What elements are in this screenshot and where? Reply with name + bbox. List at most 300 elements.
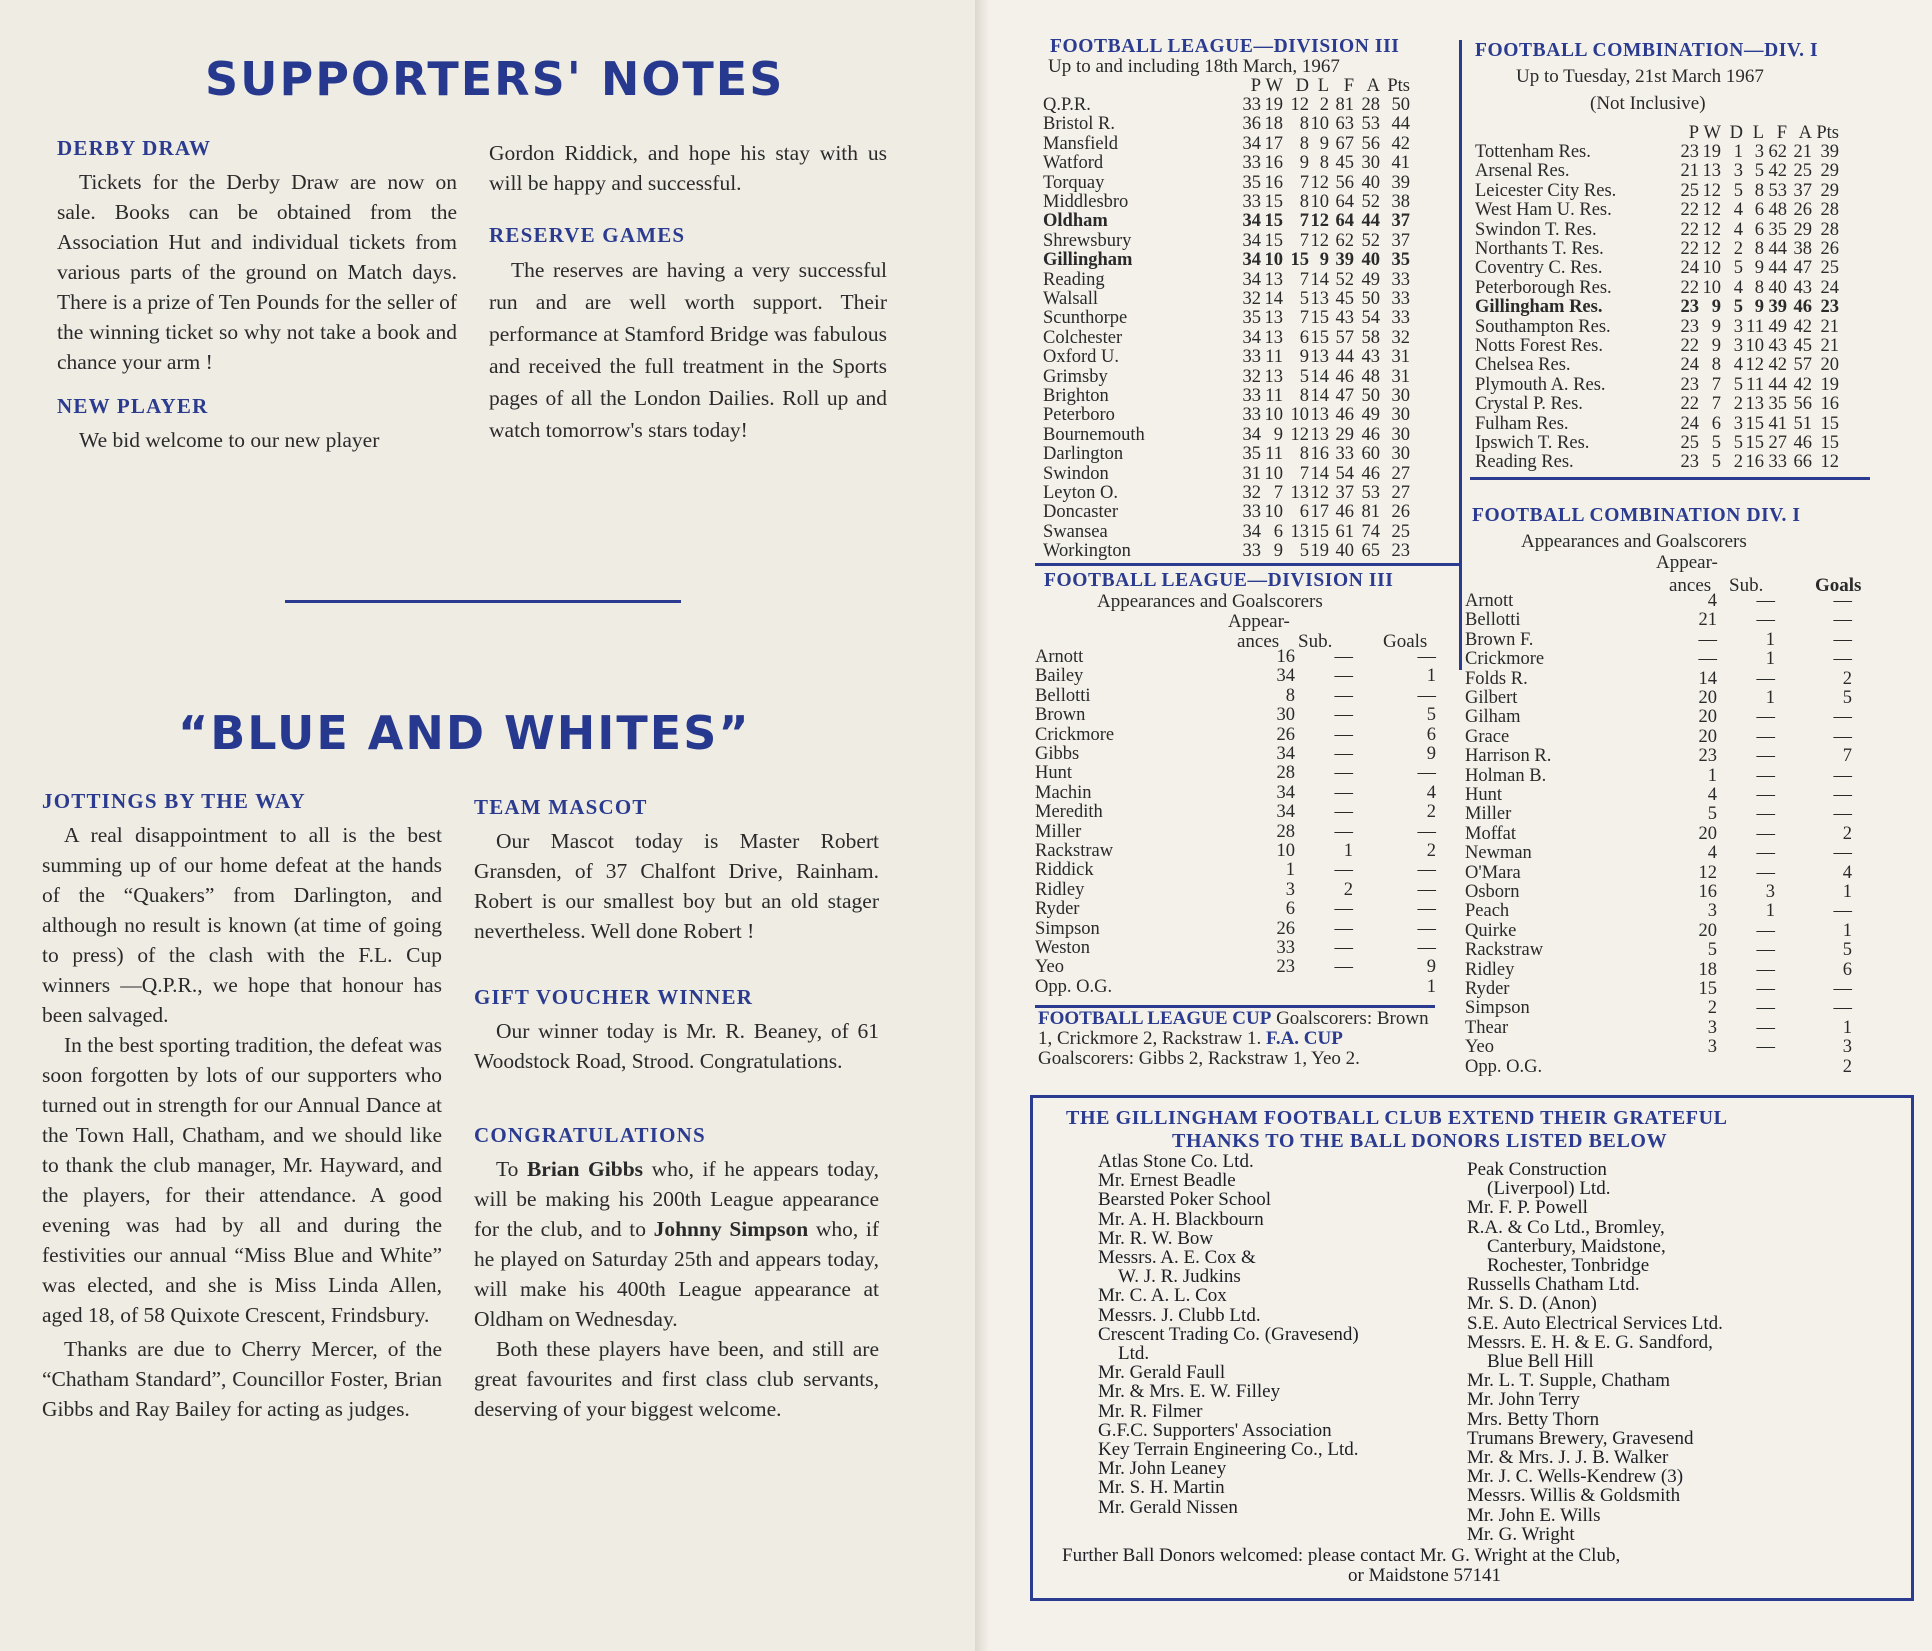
donor-entry: Mr. Ernest Beadle (1098, 1170, 1236, 1192)
comb_table-cell: 43 (1768, 336, 1787, 356)
ball-donors-title-line1: THE GILLINGHAM FOOTBALL CLUB EXTEND THEIR GRATEFUL (1066, 1107, 1728, 1129)
reserve-section (489, 138, 887, 446)
league_apps-apps: 34 (1276, 782, 1295, 803)
donor-entry: Rochester, Tonbridge (1487, 1255, 1650, 1276)
comb_table-team-name: Fulham Res. (1475, 413, 1569, 434)
combination-apps-h-ances: ances (1669, 575, 1712, 596)
league_apps-row (1035, 978, 1455, 997)
league_apps-apps: 26 (1276, 724, 1295, 745)
league_apps-apps: 1 (1285, 860, 1295, 881)
league_apps-row (1035, 958, 1455, 977)
league_apps-sub: 1 (1343, 841, 1353, 861)
league_apps-goals: — (1417, 938, 1436, 958)
league_table-team-name: Mansfield (1043, 133, 1119, 154)
league_table-team-name: Peterboro (1043, 405, 1115, 426)
league_table-row (1043, 348, 1483, 367)
comb_table-cell: 16 (1820, 394, 1839, 415)
comb_apps-player-name: Hunt (1465, 785, 1502, 805)
comb_apps-apps: 3 (1707, 1037, 1717, 1058)
comb_apps-sub: 3 (1765, 882, 1775, 902)
league_table-cell: 36 (1242, 114, 1261, 135)
league_apps-goals: — (1417, 821, 1436, 842)
comb_apps-player-name: Arnott (1465, 591, 1514, 611)
comb_apps-apps: — (1698, 649, 1717, 670)
comb_apps-sub: — (1756, 862, 1775, 883)
league_apps-player-name: Crickmore (1035, 724, 1115, 745)
comb_table-cell: 38 (1793, 239, 1812, 259)
comb_table-cell: 42 (1768, 161, 1787, 182)
league_table-cell: 40 (1335, 541, 1354, 562)
derby-draw-section (57, 133, 457, 455)
donor-entry: Mr. R. Filmer (1098, 1400, 1203, 1422)
league_table-cell: 33 (1242, 347, 1261, 368)
league_table-team-name: Shrewsbury (1043, 230, 1132, 251)
comb_table-cell: 13 (1745, 394, 1764, 415)
comb_apps-row (1465, 631, 1885, 650)
league_table-team-name: Scunthorpe (1043, 308, 1128, 329)
league_table-header-pts: Pts (1387, 75, 1410, 96)
comb_table-cell: 49 (1768, 316, 1787, 337)
league-apps-title: FOOTBALL LEAGUE—DIVISION III (1044, 570, 1394, 591)
congrats-name-gibbs: Brian Gibbs (526, 1157, 644, 1181)
league_table-cell: 9 (1273, 424, 1283, 445)
league_table-cell: 46 (1335, 405, 1354, 426)
comb_apps-sub: — (1756, 843, 1775, 864)
league_apps-goals: — (1417, 860, 1436, 881)
league_table-cell: 45 (1335, 153, 1354, 174)
donor-entry: Peak Construction (1467, 1159, 1607, 1180)
league_apps-goals: — (1417, 899, 1436, 920)
league_table-cell: 35 (1391, 250, 1410, 271)
league_apps-row (1035, 900, 1455, 919)
donor-entry: Mrs. Betty Thorn (1467, 1408, 1600, 1430)
league_table-cell: 34 (1242, 269, 1261, 290)
league_table-team-name: Gillingham (1043, 250, 1133, 271)
league_table-cell: 13 (1264, 269, 1283, 290)
combination-apps-h-goals: Goals (1815, 575, 1862, 596)
comb_apps-apps: — (1698, 629, 1717, 650)
league_table-cell: 9 (1319, 133, 1329, 154)
league_table-cell: 52 (1361, 192, 1380, 212)
league_table-cell: 7 (1299, 230, 1309, 251)
league_table-cell: 12 (1290, 95, 1309, 115)
league_apps-sub: — (1334, 763, 1353, 784)
comb_apps-row (1465, 611, 1885, 630)
league_table-cell: 39 (1391, 172, 1410, 193)
donor-entry: Russells Chatham Ltd. (1467, 1274, 1640, 1296)
comb_table-cell: 15 (1745, 413, 1764, 434)
league_table-cell: 9 (1299, 347, 1309, 368)
comb_apps-player-name: Gilbert (1465, 688, 1518, 708)
league_table-cell: 33 (1242, 153, 1261, 174)
comb_apps-sub: 1 (1765, 688, 1775, 708)
comb_apps-row (1465, 747, 1885, 766)
league_apps-apps: 34 (1276, 802, 1295, 823)
cup-scorers (1038, 1009, 1436, 1069)
comb_apps-player-name: Ryder (1465, 979, 1510, 999)
league_table-cell: 35 (1242, 308, 1261, 329)
comb_apps-apps: 12 (1698, 862, 1717, 883)
comb_apps-row (1465, 980, 1885, 999)
league_apps-player-name: Hunt (1035, 763, 1072, 784)
league_table-row (1043, 115, 1483, 134)
comb_table-cell: 5 (1733, 374, 1743, 395)
league_table-cell: 60 (1361, 444, 1380, 465)
league_apps-player-name: Riddick (1035, 860, 1094, 881)
league_apps-goals: 5 (1426, 705, 1436, 726)
league_table-cell: 5 (1299, 289, 1309, 309)
comb_table-row (1475, 182, 1915, 201)
league_table-cell: 30 (1391, 405, 1410, 426)
donor-entry: Mr. A. H. Blackbourn (1098, 1208, 1264, 1230)
league_table-cell: 13 (1264, 366, 1283, 387)
league_apps-row (1035, 861, 1455, 880)
comb_apps-sub: 1 (1765, 649, 1775, 670)
comb_apps-sub: — (1756, 1037, 1775, 1058)
league_table-cell: 33 (1242, 386, 1261, 406)
league_table-cell: 8 (1299, 444, 1309, 465)
comb_apps-goals: 7 (1842, 746, 1852, 767)
comb_apps-apps: 2 (1707, 998, 1717, 1019)
league_table-cell: 57 (1335, 327, 1354, 348)
league_table-cell: 27 (1391, 483, 1410, 503)
league_table-cell: 10 (1310, 192, 1329, 212)
fa-cup-text: Goalscorers: Gibbs 2, Rackstraw 1, Yeo 2. (1038, 1048, 1360, 1069)
league_table-cell: 5 (1299, 541, 1309, 562)
league_table-cell: 64 (1335, 192, 1354, 212)
comb_apps-row (1465, 941, 1885, 960)
league_table-row (1043, 232, 1483, 251)
comb_table-team-name: Swindon T. Res. (1475, 219, 1597, 240)
league_table-cell: 2 (1319, 95, 1329, 115)
comb_table-cell: 13 (1702, 161, 1721, 182)
comb_table-header-l: L (1752, 122, 1764, 143)
comb_apps-player-name: Harrison R. (1465, 746, 1552, 767)
comb_table-header-f: F (1776, 122, 1787, 143)
comb_apps-apps: 5 (1707, 940, 1717, 961)
league_table-team-name: Leyton O. (1043, 483, 1119, 503)
league_table-row (1043, 445, 1483, 464)
comb_table-cell: 24 (1680, 258, 1699, 279)
comb_apps-row (1465, 708, 1885, 727)
comb_table-cell: 23 (1820, 297, 1839, 318)
comb_apps-apps: 20 (1698, 688, 1717, 708)
league_table-row (1043, 271, 1483, 290)
league_table-cell: 38 (1391, 192, 1410, 212)
comb_apps-goals: — (1833, 998, 1852, 1019)
league_table-row (1043, 368, 1483, 387)
derby-draw-heading: DERBY DRAW (57, 136, 212, 160)
league_table-row (1043, 503, 1483, 522)
donor-entry: S.E. Auto Electrical Services Ltd. (1467, 1312, 1723, 1334)
comb_apps-goals: 6 (1842, 959, 1852, 980)
league_table-cell: 33 (1242, 502, 1261, 523)
comb_table-cell: 46 (1793, 297, 1812, 318)
comb_table-cell: 12 (1702, 219, 1721, 240)
league_table-cell: 37 (1391, 211, 1410, 232)
league_table-cell: 46 (1361, 424, 1380, 445)
comb_table-cell: 22 (1680, 277, 1699, 298)
new-player-text: We bid welcome to our new player (79, 428, 380, 452)
comb_table-cell: 12 (1820, 452, 1839, 473)
comb_table-cell: 9 (1711, 336, 1721, 356)
league_table-cell: 37 (1391, 230, 1410, 251)
league_table-cell: 35 (1242, 172, 1261, 193)
comb_table-team-name: Tottenham Res. (1475, 142, 1591, 162)
league_table-cell: 18 (1264, 114, 1283, 135)
league_table-cell: 15 (1264, 211, 1283, 232)
comb_apps-apps: 23 (1698, 746, 1717, 767)
comb_apps-player-name: Grace (1465, 726, 1510, 747)
comb_apps-apps: 5 (1707, 804, 1717, 825)
blue-and-whites-title: “BLUE AND WHITES” (178, 706, 751, 760)
league_table-header-p: P (1250, 75, 1261, 96)
league_table-cell: 8 (1299, 133, 1309, 154)
league-cup-heading: FOOTBALL LEAGUE CUP (1038, 1008, 1272, 1029)
comb_table-cell: 35 (1768, 394, 1787, 415)
league_table-cell: 34 (1242, 521, 1261, 542)
donor-entry: Mr. S. H. Martin (1098, 1477, 1225, 1499)
donor-entry: Atlas Stone Co. Ltd. (1098, 1151, 1254, 1172)
league_table-team-name: Q.P.R. (1043, 95, 1091, 115)
league_apps-row (1035, 842, 1455, 861)
league_table-cell: 28 (1361, 95, 1380, 115)
comb_apps-sub: — (1756, 804, 1775, 825)
league_table-cell: 34 (1242, 327, 1261, 348)
league_table-cell: 12 (1310, 483, 1329, 503)
comb_table-cell: 22 (1680, 394, 1699, 415)
league_table-cell: 52 (1361, 230, 1380, 251)
comb_apps-row (1465, 961, 1885, 980)
comb_table-cell: 5 (1754, 161, 1764, 182)
league_apps-goals: 9 (1426, 957, 1436, 978)
league_table-cell: 13 (1264, 327, 1283, 348)
league_table-cell: 41 (1391, 153, 1410, 174)
league_table-cell: 23 (1391, 541, 1410, 562)
league_table-cell: 52 (1335, 269, 1354, 290)
comb_apps-sub: — (1756, 668, 1775, 689)
comb_apps-goals: — (1833, 804, 1852, 825)
comb_apps-goals: 5 (1842, 940, 1852, 961)
comb_table-cell: 26 (1820, 239, 1839, 259)
league_table-row (1043, 96, 1483, 115)
league_table-cell: 13 (1290, 483, 1309, 503)
league_table-cell: 32 (1242, 289, 1261, 309)
comb_apps-row (1465, 1038, 1885, 1057)
comb_table-cell: 22 (1680, 336, 1699, 356)
comb_apps-goals: 2 (1842, 1056, 1852, 1077)
league_apps-sub: — (1334, 685, 1353, 706)
league_apps-player-name: Gibbs (1035, 744, 1080, 764)
league_apps-row (1035, 939, 1455, 958)
league_apps-goals: 1 (1426, 666, 1436, 687)
comb_apps-apps: 18 (1698, 959, 1717, 980)
comb_table-cell: 15 (1820, 413, 1839, 434)
comb_apps-row (1465, 825, 1885, 844)
comb_apps-player-name: Crickmore (1465, 649, 1545, 670)
league_table-cell: 16 (1264, 172, 1283, 193)
comb_apps-row (1465, 1019, 1885, 1038)
league_table-header-f: F (1343, 75, 1354, 96)
league_table-cell: 16 (1310, 444, 1329, 465)
combination-table-title: FOOTBALL COMBINATION—DIV. I (1475, 40, 1819, 61)
league_apps-player-name: Weston (1035, 938, 1091, 958)
comb_table-cell: 57 (1793, 355, 1812, 376)
donor-entry: Messrs. J. Clubb Ltd. (1098, 1304, 1261, 1326)
comb_apps-row (1465, 864, 1885, 883)
donor-entry: Messrs. Willis & Goldsmith (1467, 1485, 1681, 1507)
comb_apps-sub: — (1756, 746, 1775, 767)
comb_table-cell: 46 (1793, 433, 1812, 453)
league_table-cell: 12 (1310, 211, 1329, 232)
comb_table-cell: 5 (1733, 258, 1743, 279)
league_table-header-a: A (1366, 75, 1380, 96)
league_apps-row (1035, 687, 1455, 706)
comb_table-cell: 45 (1793, 336, 1812, 356)
comb_apps-goals: 2 (1842, 823, 1852, 844)
congratulations-p2: Both these players have been, and still are great favourites and first class club servants, deserving of your biggest welcome. (474, 1337, 879, 1421)
comb_table-cell: 9 (1711, 316, 1721, 337)
league_table-cell: 43 (1361, 347, 1380, 368)
league_table-cell: 44 (1391, 114, 1410, 135)
league_table-row (1043, 193, 1483, 212)
league_table-cell: 27 (1391, 463, 1410, 484)
comb_table-cell: 22 (1680, 200, 1699, 221)
league_table-cell: 34 (1242, 211, 1261, 232)
league_table-team-name: Bournemouth (1043, 424, 1145, 445)
league_table-team-name: Grimsby (1043, 366, 1108, 387)
comb_apps-goals: 3 (1842, 1037, 1852, 1058)
ball-donors-footer-line1: Further Ball Donors welcomed: please contact Mr. G. Wright at the Club, (1062, 1545, 1621, 1566)
league_apps-sub: — (1334, 860, 1353, 881)
comb_table-cell: 25 (1820, 258, 1839, 279)
league_table-cell: 58 (1361, 327, 1380, 348)
comb_table-cell: 9 (1754, 258, 1764, 279)
donor-entry: Canterbury, Maidstone, (1487, 1235, 1666, 1257)
comb_table-cell: 19 (1702, 142, 1721, 162)
donor-entry: Mr. L. T. Supple, Chatham (1467, 1370, 1671, 1392)
comb_table-cell: 10 (1702, 258, 1721, 279)
new-player-heading: NEW PLAYER (57, 394, 209, 418)
league_table-cell: 6 (1299, 327, 1309, 348)
comb_table-cell: 1 (1733, 142, 1743, 162)
league_apps-apps: 6 (1285, 899, 1295, 920)
comb_table-cell: 2 (1733, 394, 1743, 415)
league_table-cell: 10 (1310, 114, 1329, 135)
league_table-row (1043, 329, 1483, 348)
comb_table-cell: 8 (1711, 355, 1721, 376)
fa-cup-heading: F.A. CUP (1265, 1028, 1343, 1049)
donor-entry: Crescent Trading Co. (Gravesend) (1098, 1323, 1359, 1345)
comb_table-cell: 2 (1733, 452, 1743, 473)
league_table-cell: 45 (1335, 289, 1354, 309)
comb_table-cell: 24 (1680, 355, 1699, 376)
league_table-cell: 32 (1391, 327, 1410, 348)
comb_table-row (1475, 279, 1915, 298)
donor-entry: Mr. John Leaney (1098, 1458, 1227, 1480)
league_apps-sub: — (1334, 899, 1353, 920)
combination-apps-h-sub: Sub. (1729, 575, 1764, 596)
league_table-cell: 19 (1264, 95, 1283, 115)
league_apps-player-name: Machin (1035, 782, 1092, 803)
comb_table-cell: 23 (1680, 452, 1699, 473)
comb_apps-player-name: Newman (1465, 843, 1532, 864)
column-divider (1459, 40, 1462, 670)
comb_table-cell: 47 (1793, 258, 1812, 279)
comb_table-cell: 43 (1793, 277, 1812, 298)
comb_apps-apps: 16 (1698, 882, 1717, 902)
league_table-cell: 7 (1299, 308, 1309, 329)
comb_table-header-pts: Pts (1816, 122, 1839, 143)
league_table-cell: 14 (1310, 463, 1329, 484)
donor-entry: Mr. & Mrs. E. W. Filley (1098, 1381, 1281, 1403)
comb_table-cell: 8 (1754, 180, 1764, 201)
league_apps-sub: — (1334, 782, 1353, 803)
comb_table-row (1475, 395, 1915, 414)
league_apps-player-name: Opp. O.G. (1035, 976, 1113, 997)
league_apps-goals: — (1417, 879, 1436, 900)
comb_table-cell: 29 (1820, 180, 1839, 201)
league_apps-sub: — (1334, 647, 1353, 667)
league_table-row (1043, 309, 1483, 328)
jottings-p2: In the best sporting tradition, the defeat was soon forgotten by lots of our supporters who turned out in strength for our Annual Dance at the Town Hall, Chatham, and we should like to thank the club manager, Mr. Hayward, and the players, for their attendance. A good evening was had by all and during the festivities our annual “Miss Blue and White” was elected, and she is Miss Linda Allen, aged 18, of 58 Quixote Crescent, Frindsbury. (42, 1033, 442, 1327)
comb_apps-row (1465, 650, 1885, 669)
league_table-cell: 62 (1335, 230, 1354, 251)
league_table-cell: 40 (1361, 250, 1380, 271)
league_apps-goals: — (1417, 685, 1436, 706)
comb_table-cell: 5 (1733, 433, 1743, 453)
league_apps-player-name: Ridley (1035, 879, 1085, 900)
comb_apps-player-name: Rackstraw (1465, 940, 1544, 961)
league_table-cell: 49 (1361, 405, 1380, 426)
league_apps-goals: 1 (1426, 976, 1436, 997)
comb_table-row (1475, 415, 1915, 434)
gift-voucher-text: Our winner today is Mr. R. Beaney, of 61 Woodstock Road, Strood. Congratulations. (474, 1019, 879, 1073)
league_table-team-name: Bristol R. (1043, 114, 1115, 135)
league_apps-player-name: Rackstraw (1035, 841, 1114, 861)
comb_table-cell: 51 (1793, 413, 1812, 434)
league_table-cell: 17 (1310, 502, 1329, 523)
league_apps-player-name: Meredith (1035, 802, 1103, 823)
league_table-cell: 29 (1335, 424, 1354, 445)
league_table-row (1043, 290, 1483, 309)
comb_table-team-name: Notts Forest Res. (1475, 336, 1603, 356)
comb_table-row (1475, 201, 1915, 220)
comb_table-row (1475, 162, 1915, 181)
league_apps-row (1035, 648, 1455, 667)
comb_table-cell: 21 (1820, 316, 1839, 337)
comb_apps-goals: 1 (1842, 920, 1852, 941)
comb_apps-player-name: Gilham (1465, 707, 1521, 728)
new-player-continued: Gordon Riddick, and hope his stay with us will be happy and successful. (489, 141, 887, 195)
league-apps-h-sub: Sub. (1298, 631, 1333, 652)
comb_apps-apps: 20 (1698, 823, 1717, 844)
comb_table-team-name: Arsenal Res. (1475, 161, 1570, 182)
league_table-cell: 13 (1310, 347, 1329, 368)
league_table-cell: 46 (1335, 366, 1354, 387)
comb_table-cell: 23 (1680, 297, 1699, 318)
league_table-row (1043, 154, 1483, 173)
league_table-cell: 39 (1335, 250, 1354, 271)
league_table-row (1043, 426, 1483, 445)
league_apps-player-name: Bailey (1035, 666, 1084, 687)
comb_table-cell: 19 (1820, 374, 1839, 395)
comb_apps-player-name: Peach (1465, 901, 1510, 922)
comb_apps-player-name: Simpson (1465, 998, 1530, 1019)
league_table-cell: 30 (1391, 386, 1410, 406)
league_table-cell: 44 (1361, 211, 1380, 232)
league_apps-apps: 34 (1276, 666, 1295, 687)
